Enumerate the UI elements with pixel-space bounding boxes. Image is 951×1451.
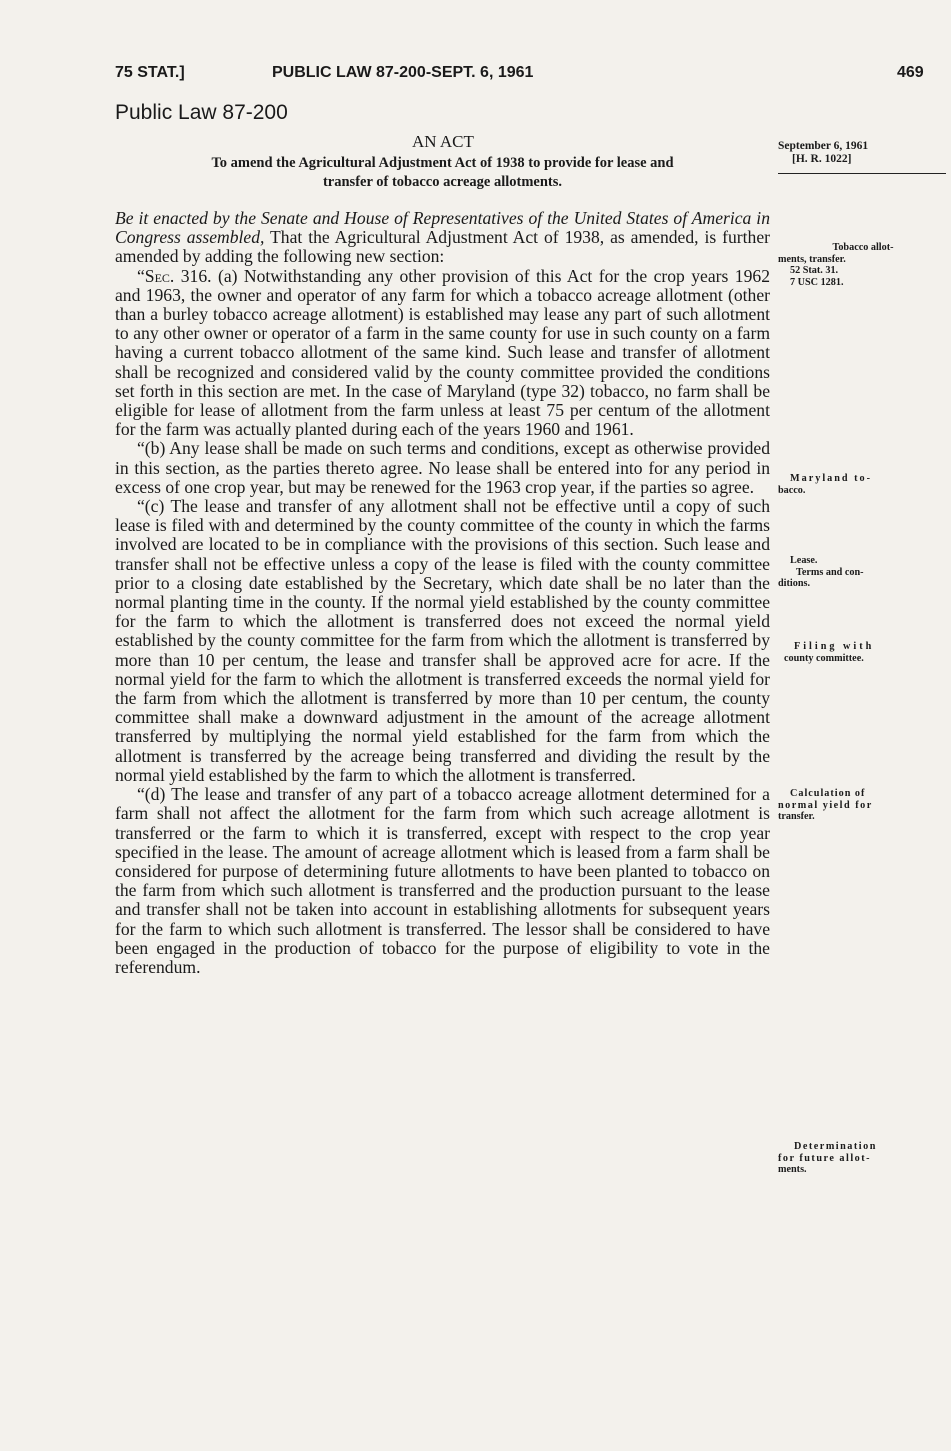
section-316-d: “(d) The lease and transfer of any part of a tobacco acreage allotment determined for a farm shall not affect the allotment for the farm from which such acreage allotment is transferred or the farm to which it is transferred, except with respect to the crop year specified in the lease. The amount of acreage allotment which is leased from a farm shall be considered for purpose of determining future allotments to have been planted to tobacco on the farm from which such allotment is transferred and the production pursuant to the lease and transfer shall not be taken into account in establishing allotments for subsequent years for the farm to which such allotment is transferred. The lessor shall be considered to have been engaged in the production of tobacco for the purpose of eligibility to vote in the referendum. — [115, 784, 770, 977]
note-line: Calculation of — [790, 788, 866, 799]
act-label: AN ACT — [412, 132, 474, 151]
bill-number: [H. R. 1022] — [792, 153, 852, 165]
margin-note-filing — [778, 641, 948, 664]
public-law-title: Public Law 87-200 — [115, 101, 288, 124]
enactment-date — [778, 140, 948, 166]
date-line: September 6, 1961 — [778, 140, 869, 152]
note-line: 52 Stat. 31. — [790, 265, 839, 276]
statute-body — [115, 209, 770, 977]
note-line: Terms and con- — [796, 566, 864, 578]
section-316-a — [115, 267, 770, 440]
note-line: ditions. — [778, 578, 810, 589]
note-line: for future allot- — [778, 1152, 872, 1164]
act-purpose — [115, 154, 770, 192]
enacting-clause — [115, 209, 770, 267]
note-line: ments. — [778, 1164, 807, 1175]
section-316-c: “(c) The lease and transfer of any allotment shall not be effective until a copy of such lease is filed with and determined by the county committee of the county in which the farms involved are located to be in compliance with the provisions of this section. Such lease and transfer shall not be effective unless a copy of the lease is filed with the county committee prior to a closing date established by the Secretary, which date shall be no later than the normal planting time in the county. If the normal yield established by the county committee for the farm to which the allotment is transferred does not exceed the normal yield established by the county committee for the farm from which the allotment is transferred by more than 10 per centum, the lease and transfer shall be approved acre for acre. If the normal yield for the farm to which the allotment is transferred exceeds the normal yield for the farm from which the allotment is transferred by more than 10 per centum, the county committee shall make a downward adjustment in the amount of the acreage allotment transferred by multiplying the normal yield established for the farm from which the allotment is transferred by the acreage being transferred and dividing the result by the normal yield established by the farm to which the allotment is transferred. — [115, 496, 770, 785]
page-number: 469 — [897, 64, 924, 81]
note-line: Filing with — [794, 641, 875, 652]
note-line: ments, transfer. — [778, 253, 846, 265]
act-purpose-line-2: transfer of tobacco acreage allotments. — [322, 174, 563, 190]
margin-note-tobacco-allotments — [778, 242, 948, 288]
note-line: transfer. — [778, 811, 815, 822]
margin-rule — [778, 173, 946, 174]
section-label: “Sec. — [137, 265, 175, 286]
note-line: county committee. — [784, 652, 864, 664]
enacting-rest: That the Agricultural Adjustment Act of 1938, as amended, is further amended by adding the following new section: — [115, 227, 771, 267]
running-head-title: PUBLIC LAW 87-200-SEPT. 6, 1961 — [272, 64, 534, 81]
margin-note-maryland — [778, 473, 948, 496]
note-line: 7 USC 1281. — [790, 276, 844, 288]
note-line: Determination — [794, 1141, 877, 1152]
note-line: normal yield for — [778, 799, 873, 811]
note-line: bacco. — [778, 484, 806, 496]
margin-note-lease — [778, 555, 948, 590]
section-316-b: “(b) Any lease shall be made on such terms and conditions, except as otherwise provided in this section, as the parties thereto agree. No lease shall be entered into for any period in excess of one crop year, but may be renewed for the 1963 crop year, if the parties so agree. — [115, 438, 770, 497]
enacting-italic: Be it enacted by the Senate and House of Representatives of the United States of America in Congress assembled, — [115, 208, 770, 248]
note-line: Tobacco allot- — [832, 242, 894, 253]
section-a-text: 316. (a) Notwithstanding any other provision of this Act for the crop years 1962 and 1963, the owner and operator of any farm for which a tobacco acreage allotment (other than a burley tobacco acreage allotment) is established may lease any part of such allotment to any other owner or operator of a farm in the same county for use in such county on a farm having a current tobacco allotment of the same kind. Such lease and transfer of allotment shall be recognized and considered valid by the county committee provided the conditions set forth in this section are met. In the case of Maryland (type 32) tobacco, no farm shall be eligible for lease of allotment from the farm unless at least 75 per centum of the allotment for the farm was actually planted during each of the years 1960 and 1961. — [115, 265, 770, 440]
margin-note-calculation — [778, 788, 948, 823]
margin-note-determination — [778, 1141, 948, 1176]
note-line: Maryland to- — [790, 473, 873, 484]
running-head-volume: 75 STAT.] — [115, 64, 185, 81]
act-purpose-line-1: To amend the Agricultural Adjustment Act of 1938 to provide for lease and — [211, 155, 674, 171]
note-line: Lease. — [790, 555, 818, 566]
